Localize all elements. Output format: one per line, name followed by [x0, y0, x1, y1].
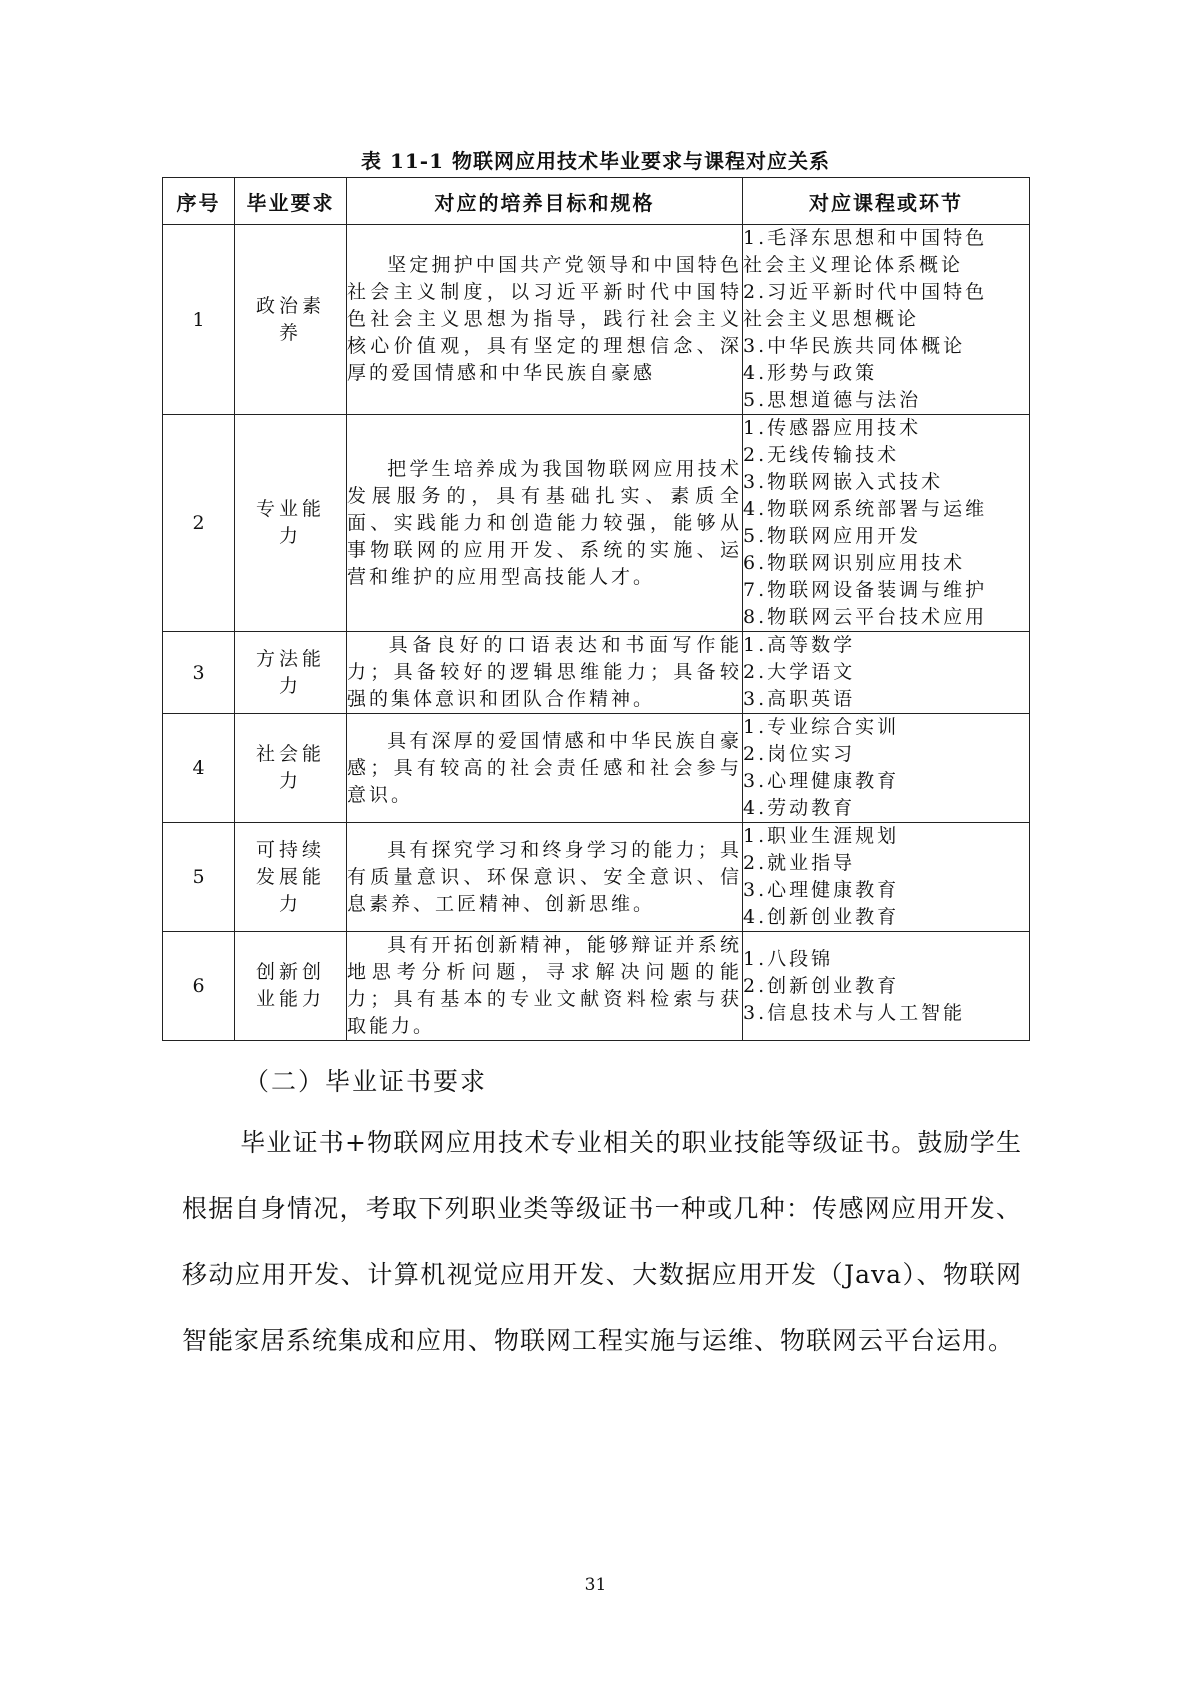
- course-line: 3.心理健康教育: [743, 770, 900, 792]
- spec-text: 具有探究学习和终身学习的能力；具有质量意识、环保意识、安全意识、信息素养、工匠精神、创新思维。: [347, 838, 742, 915]
- table-caption: 表 11-1 物联网应用技术毕业要求与课程对应关系: [361, 149, 830, 173]
- course-line: 2.大学语文: [743, 661, 856, 683]
- spec-text: 坚定拥护中国共产党领导和中国特色社会主义制度，以习近平新时代中国特色社会主义思想为指导，践行社会主义核心价值观，具有坚定的理想信念、深厚的爱国情感和中华民族自豪感: [347, 254, 742, 384]
- table-row: [163, 714, 1030, 823]
- spec-text: 具备良好的口语表达和书面写作能力；具备较好的逻辑思维能力；具备较强的集体意识和团队合作精神。: [347, 634, 742, 710]
- course-line: 2.创新创业教育: [743, 974, 900, 997]
- course-line: 6.物联网识别应用技术: [743, 552, 966, 574]
- course-line: 4.形势与政策: [743, 362, 878, 384]
- course-line: 1.专业综合实训: [743, 716, 900, 738]
- requirement-line: 创新创: [255, 961, 325, 983]
- row-spec: [347, 714, 743, 823]
- header-requirement: 毕业要求: [235, 178, 347, 225]
- row-spec: [347, 823, 743, 932]
- spec-text: 具有深厚的爱国情感和中华民族自豪感；具有较高的社会责任感和社会参与意识。: [347, 729, 742, 806]
- requirement-line: 养: [278, 321, 302, 344]
- course-line: 8.物联网云平台技术应用: [743, 606, 988, 628]
- row-requirement: [235, 225, 347, 415]
- requirement-line: 力: [278, 674, 302, 697]
- row-courses: [743, 932, 1030, 1041]
- row-courses: [743, 714, 1030, 823]
- page-number: 31: [584, 1575, 607, 1595]
- row-courses: [743, 415, 1030, 632]
- row-requirement: [235, 714, 347, 823]
- course-line: 5.思想道德与法治: [743, 389, 922, 411]
- requirements-table: [162, 177, 1030, 1041]
- course-line: 2.就业指导: [743, 852, 856, 874]
- requirement-line: 发展能: [255, 865, 325, 888]
- course-line: 5.物联网应用开发: [743, 525, 922, 547]
- course-line: 社会主义理论体系概论: [743, 254, 964, 276]
- course-line: 1.职业生涯规划: [743, 825, 900, 847]
- requirement-line: 社会能: [255, 743, 325, 765]
- row-number: 1: [163, 225, 235, 415]
- table-row: [163, 823, 1030, 932]
- row-courses: [743, 225, 1030, 415]
- course-line: 3.高职英语: [743, 688, 856, 710]
- table-row: [163, 415, 1030, 632]
- course-line: 7.物联网设备装调与维护: [743, 579, 988, 601]
- header-spec: 对应的培养目标和规格: [347, 178, 743, 225]
- section-title: （二）毕业证书要求: [244, 1067, 488, 1096]
- requirement-line: 力: [278, 892, 302, 915]
- course-line: 2.习近平新时代中国特色: [743, 281, 988, 303]
- row-number: 3: [163, 632, 235, 714]
- course-line: 2.无线传输技术: [743, 444, 900, 466]
- row-spec: [347, 225, 743, 415]
- spec-text: 具有开拓创新精神，能够辩证并系统地思考分析问题，寻求解决问题的能力；具有基本的专业文献资料检索与获取能力。: [347, 934, 742, 1037]
- row-spec: [347, 932, 743, 1041]
- row-number: 6: [163, 932, 235, 1041]
- course-line: 1.毛泽东思想和中国特色: [743, 227, 988, 249]
- table-row: [163, 932, 1030, 1041]
- row-spec: [347, 632, 743, 714]
- row-number: 5: [163, 823, 235, 932]
- course-line: 3.信息技术与人工智能: [743, 1001, 966, 1024]
- requirement-line: 专业能: [255, 498, 325, 520]
- course-line: 3.心理健康教育: [743, 879, 900, 901]
- requirement-line: 可持续: [255, 838, 325, 861]
- course-line: 4.劳动教育: [743, 797, 856, 819]
- spec-text: 把学生培养成为我国物联网应用技术发展服务的，具有基础扎实、素质全面、实践能力和创造能力较强，能够从事物联网的应用开发、系统的实施、运营和维护的应用型高技能人才。: [347, 457, 742, 588]
- row-number: 4: [163, 714, 235, 823]
- course-line: 社会主义思想概论: [743, 308, 920, 330]
- requirement-line: 力: [278, 525, 302, 547]
- course-line: 1.高等数学: [743, 634, 856, 656]
- course-line: 3.中华民族共同体概论: [743, 335, 966, 357]
- table-body: [163, 225, 1030, 1041]
- row-requirement: [235, 632, 347, 714]
- row-number: 2: [163, 415, 235, 632]
- course-line: 1.传感器应用技术: [743, 417, 922, 439]
- section-paragraph: [182, 1110, 1022, 1374]
- paragraph-text: 毕业证书+物联网应用技术专业相关的职业技能等级证书。鼓励学生根据自身情况，考取下列职业类等级证书一种或几种：传感网应用开发、移动应用开发、计算机视觉应用开发、大数据应用开发（Java）、物联网智能家居系统集成和应用、物联网工程实施与运维、物联网云平台运用。: [182, 1128, 1022, 1355]
- row-courses: [743, 823, 1030, 932]
- row-requirement: [235, 415, 347, 632]
- requirement-line: 政治素: [255, 294, 325, 317]
- header-no: 序号: [163, 178, 235, 225]
- row-requirement: [235, 932, 347, 1041]
- course-line: 3.物联网嵌入式技术: [743, 471, 944, 493]
- row-courses: [743, 632, 1030, 714]
- requirement-line: 方法能: [255, 647, 325, 670]
- course-line: 4.创新创业教育: [743, 906, 900, 928]
- header-courses: 对应课程或环节: [743, 178, 1030, 225]
- course-line: 4.物联网系统部署与运维: [743, 498, 988, 520]
- requirement-line: 力: [278, 770, 302, 792]
- row-spec: [347, 415, 743, 632]
- table-row: [163, 632, 1030, 714]
- requirement-line: 业能力: [255, 988, 325, 1010]
- table-header-row: [163, 178, 1030, 225]
- course-line: 1.八段锦: [743, 947, 834, 970]
- table-row: [163, 225, 1030, 415]
- course-line: 2.岗位实习: [743, 743, 856, 765]
- row-requirement: [235, 823, 347, 932]
